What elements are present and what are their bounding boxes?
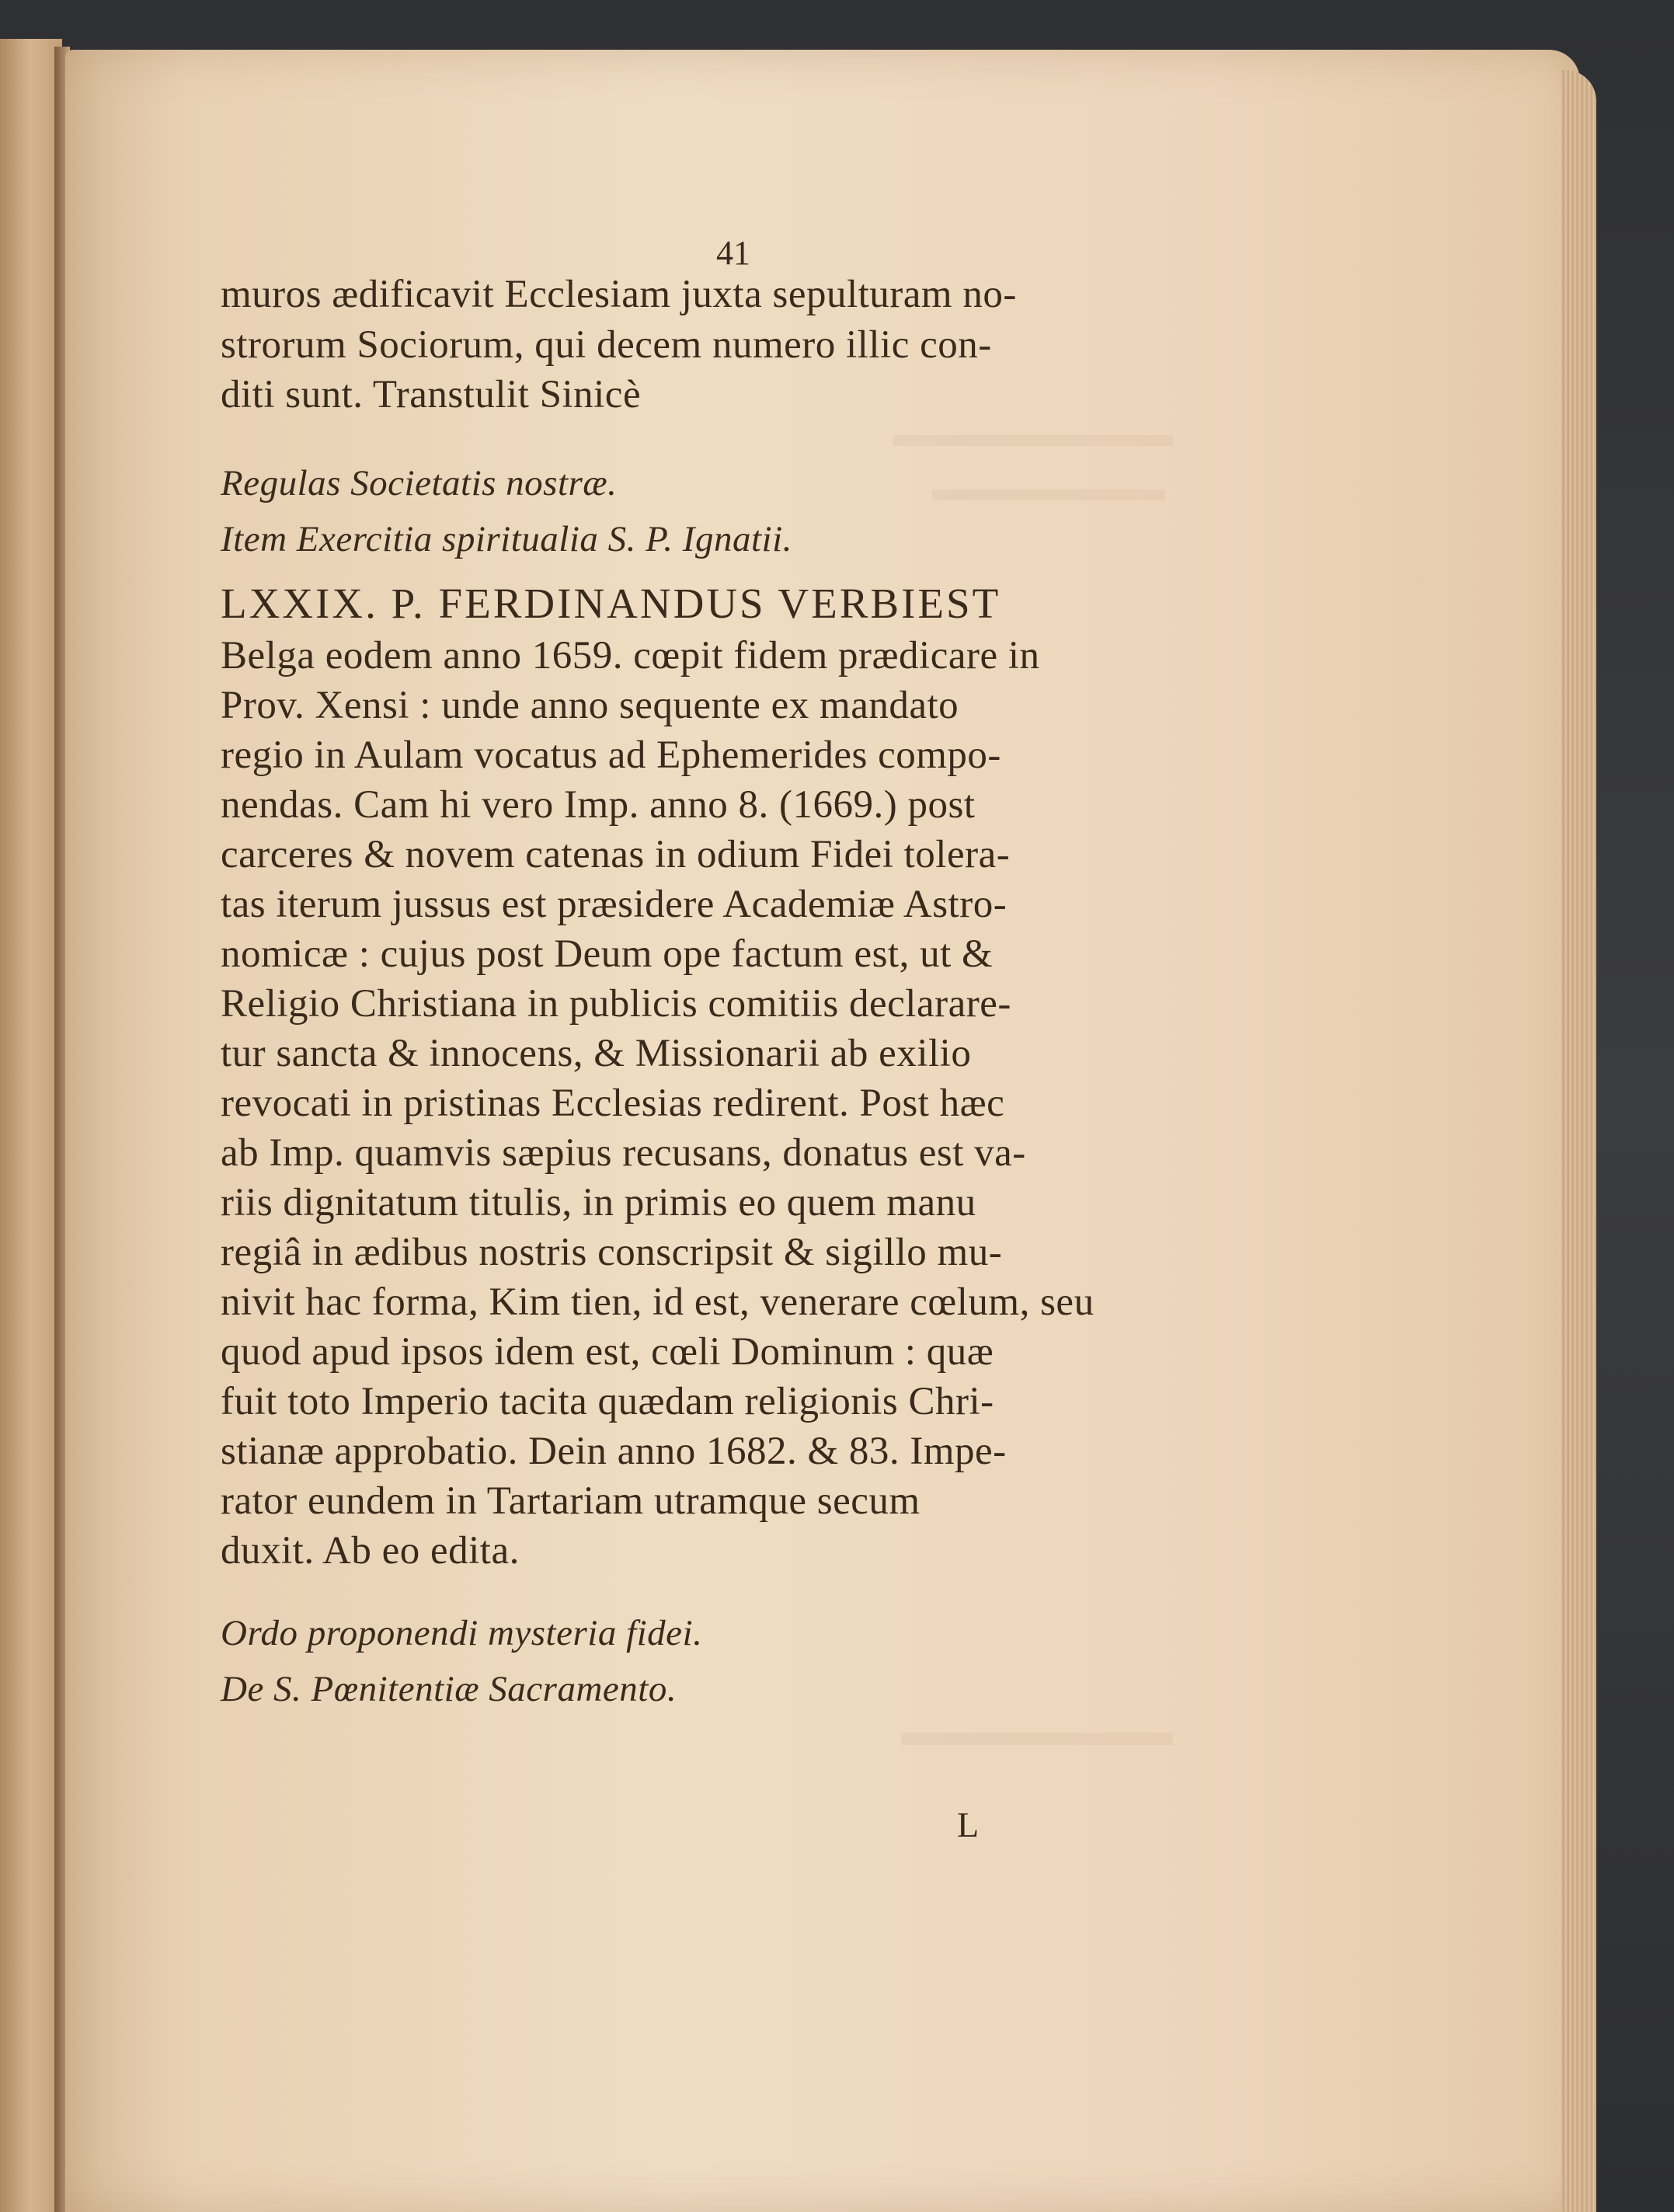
body-line: revocati in pristinas Ecclesias redirent. Post hæc <box>221 1082 1005 1125</box>
show-through-text <box>893 435 1173 446</box>
body-line: rator eundem in Tartariam utramque secum <box>221 1479 921 1523</box>
body-line: ab Imp. quamvis sæpius recusans, donatus est va- <box>221 1131 1026 1175</box>
body-line: duxit. Ab eo edita. <box>221 1529 520 1573</box>
work-title: De S. Pœnitentiæ Sacramento. <box>221 1669 677 1709</box>
body-line: regio in Aulam vocatus ad Ephemerides compo- <box>221 733 1001 777</box>
text-line: muros ædificavit Ecclesiam juxta sepulturam no- <box>221 273 1017 316</box>
body-line: riis dignitatum titulis, in primis eo quem manu <box>221 1181 976 1224</box>
entry-heading: LXXIX. P. FERDINANDUS VERBIEST <box>221 580 1001 627</box>
body-line: Prov. Xensi : unde anno sequente ex mandato <box>221 684 959 727</box>
body-line: Belga eodem anno 1659. cœpit fidem prædicare in <box>221 634 1040 678</box>
text-line: strorum Sociorum, qui decem numero illic con- <box>221 323 992 367</box>
work-title: Item Exercitia spiritualia S. P. Ignatii. <box>221 519 792 559</box>
catchword: L <box>957 1805 980 1844</box>
text-line: diti sunt. Transtulit Sinicè <box>221 373 642 416</box>
page-edges <box>1561 70 1596 2212</box>
show-through-text <box>932 489 1165 500</box>
body-line: quod apud ipsos idem est, cœli Dominum : quæ <box>221 1330 994 1374</box>
show-through-text <box>901 1733 1173 1745</box>
body-line: regiâ in ædibus nostris conscripsit & sigillo mu- <box>221 1231 1003 1274</box>
work-title: Ordo proponendi mysteria fidei. <box>221 1613 703 1653</box>
body-line: stianæ approbatio. Dein anno 1682. & 83. Impe- <box>221 1430 1007 1473</box>
left-page-edge <box>0 39 62 2212</box>
work-title: Regulas Societatis nostræ. <box>221 463 618 503</box>
body-line: carceres & novem catenas in odium Fidei tolera- <box>221 833 1011 876</box>
body-line: nivit hac forma, Kim tien, id est, venerare cœlum, seu <box>221 1280 1095 1324</box>
body-line: nomicæ : cujus post Deum ope factum est, ut & <box>221 932 994 976</box>
page-number: 41 <box>716 234 750 272</box>
body-line: tas iterum jussus est præsidere Academiæ Astro- <box>221 883 1008 926</box>
body-line: fuit toto Imperio tacita quædam religionis Chri- <box>221 1380 994 1423</box>
body-line: tur sancta & innocens, & Missionarii ab exilio <box>221 1032 972 1075</box>
body-line: Religio Christiana in publicis comitiis declarare- <box>221 982 1011 1026</box>
body-line: nendas. Cam hi vero Imp. anno 8. (1669.) post <box>221 783 976 827</box>
